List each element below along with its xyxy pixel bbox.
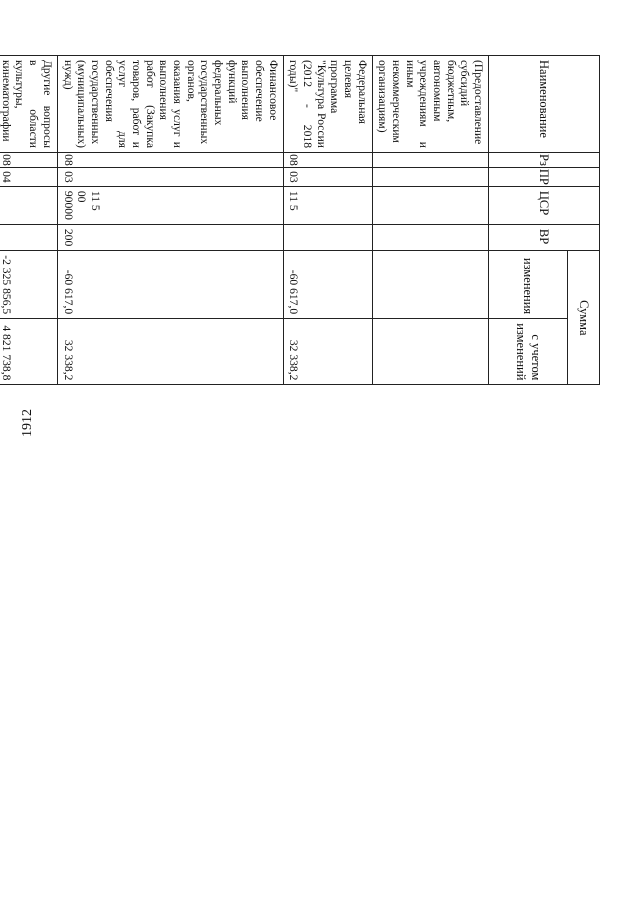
row-csr <box>372 186 488 224</box>
header-name: Наименование <box>489 56 600 153</box>
row-total: 32 338,2 <box>57 319 283 385</box>
row-csr: 11 5 <box>283 186 372 224</box>
row-vr <box>0 224 57 250</box>
row-pr: 03 <box>283 167 372 186</box>
header-changes: изменения <box>489 251 568 319</box>
row-total <box>372 319 488 385</box>
row-change: -60 617,0 <box>57 251 283 319</box>
row-name: Другие вопросы в области культуры, кинематографии <box>0 56 57 153</box>
row-change: -2 325 856,5 <box>0 251 57 319</box>
row-pr: 04 <box>0 167 57 186</box>
header-csr: ЦСР <box>489 186 600 224</box>
table-row <box>57 56 283 385</box>
table-row <box>0 56 57 385</box>
budget-table-container <box>0 55 600 385</box>
row-change <box>372 251 488 319</box>
row-vr: 200 <box>57 224 283 250</box>
row-rz <box>372 153 488 168</box>
header-rz: Рз <box>489 153 600 168</box>
row-rz: 08 <box>57 153 283 168</box>
header-sum: Сумма <box>568 251 600 385</box>
row-pr: 03 <box>57 167 283 186</box>
header-pr: ПР <box>489 167 600 186</box>
row-name: Финансовое обеспечение выполнения функций федеральных государственных органов, оказания услуг и выполнения работ (Закупка товаров, работ и услуг для обеспечения государственных (муниципальных) нужд) <box>57 56 283 153</box>
row-rz: 08 <box>283 153 372 168</box>
row-total: 4 821 738,8 <box>0 319 57 385</box>
row-vr <box>283 224 372 250</box>
budget-table <box>0 55 600 385</box>
row-rz: 08 <box>0 153 57 168</box>
header-vr: ВР <box>489 224 600 250</box>
row-total: 32 338,2 <box>283 319 372 385</box>
row-csr <box>0 186 57 224</box>
row-change: -60 617,0 <box>283 251 372 319</box>
table-row <box>372 56 488 385</box>
page-number: 1912 <box>20 409 35 437</box>
row-pr <box>372 167 488 186</box>
table-row <box>283 56 372 385</box>
row-csr: 11 5 00 90000 <box>57 186 283 224</box>
row-name: Федеральная целевая программа "Культура России (2012 - 2018 годы)" <box>283 56 372 153</box>
row-vr <box>372 224 488 250</box>
header-with-changes: с учетом изменений <box>489 319 568 385</box>
row-name: (Предоставление субсидий бюджетным, автономным учреждениям и иным некоммерческим организациям) <box>372 56 488 153</box>
